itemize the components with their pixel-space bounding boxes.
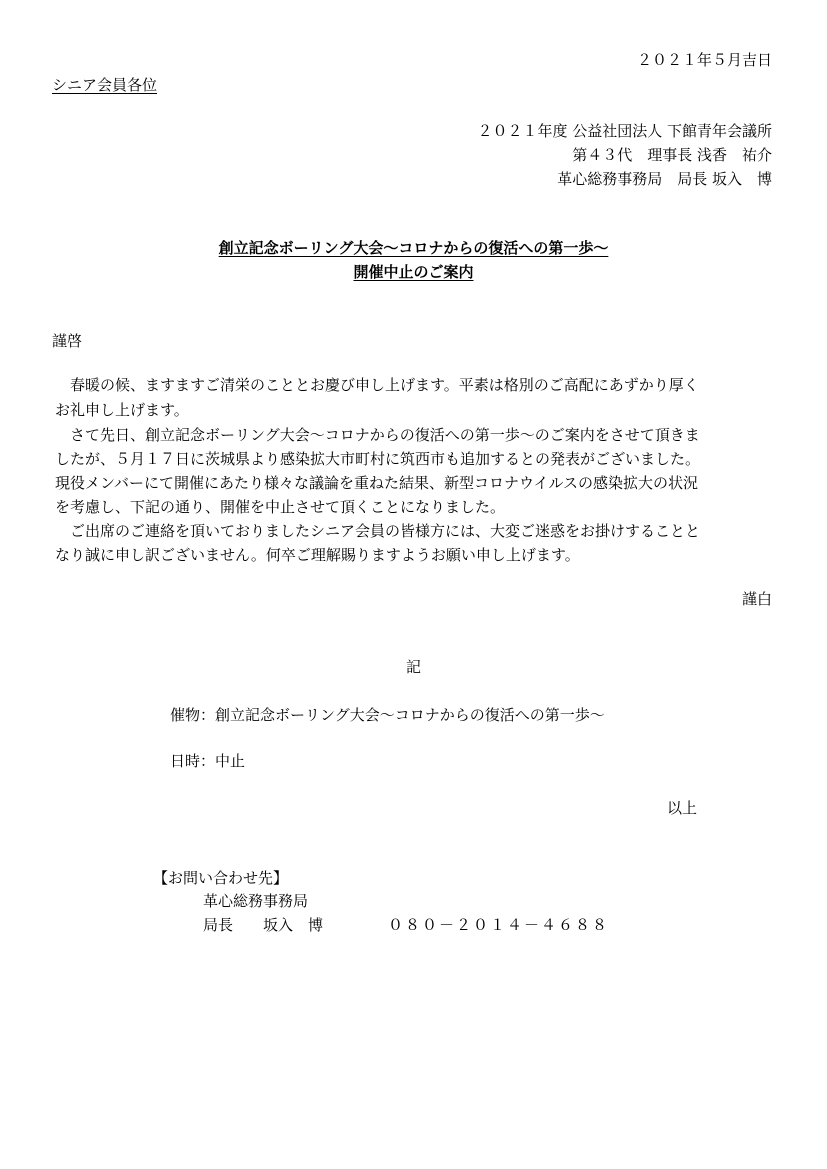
sender-organization: ２０２１年度 公益社団法人 下館青年会議所 — [477, 122, 772, 140]
sender-president: 第４３代 理事長 浅香 祐介 — [572, 146, 772, 164]
event-item: 催物：創立記念ボーリング大会～コロナからの復活への第一歩～ — [170, 706, 605, 724]
contact-phone: ０８０－２０１４－４６８８ — [388, 916, 610, 934]
ki-heading: 記 — [405, 658, 421, 676]
closing: 謹白 — [741, 590, 772, 608]
document-date: ２０２１年５月吉日 — [636, 51, 772, 69]
body-line-6: を考慮し、下記の通り、開催を中止させて頂くことになりました。 — [55, 498, 506, 516]
body-line-2: お礼申し上げます。 — [55, 401, 189, 419]
body-line-8: なり誠に申し訳ございません。何卒ご理解賜りますようお願い申し上げます。 — [55, 546, 580, 564]
salutation: 謹啓 — [52, 332, 83, 350]
document-subtitle: 開催中止のご案内 — [353, 263, 474, 281]
body-line-3: さて先日、創立記念ボーリング大会～コロナからの復活への第一歩～のご案内をさせて頂きま — [55, 426, 700, 444]
body-line-1: 春暖の候、ますますご清栄のこととお慶び申し上げます。平素は格別のご高配にあずかり厚く — [55, 376, 699, 394]
body-line-5: 現役メンバーにて開催にあたり様々な議論を重ねた結果、新型コロナウイルスの感染拡大の状況 — [55, 474, 699, 492]
datetime-item: 日時：中止 — [170, 752, 246, 770]
sender-office: 革心総務事務局 局長 坂入 博 — [557, 170, 772, 188]
body-line-4: したが、５月１７日に茨城県より感染拡大市町村に筑西市も追加するとの発表がございました。 — [55, 450, 701, 468]
recipient: シニア会員各位 — [52, 76, 158, 94]
document-title: 創立記念ボーリング大会～コロナからの復活への第一歩～ — [218, 239, 609, 257]
contact-person: 局長 坂入 博 — [203, 916, 324, 934]
contact-heading: 【お問い合わせ先】 — [153, 869, 289, 887]
ijou: 以上 — [667, 799, 698, 817]
contact-office: 革心総務事務局 — [203, 892, 309, 910]
body-line-7: ご出席のご連絡を頂いておりましたシニア会員の皆様方には、大変ご迷惑をお掛けすることと — [55, 522, 701, 540]
